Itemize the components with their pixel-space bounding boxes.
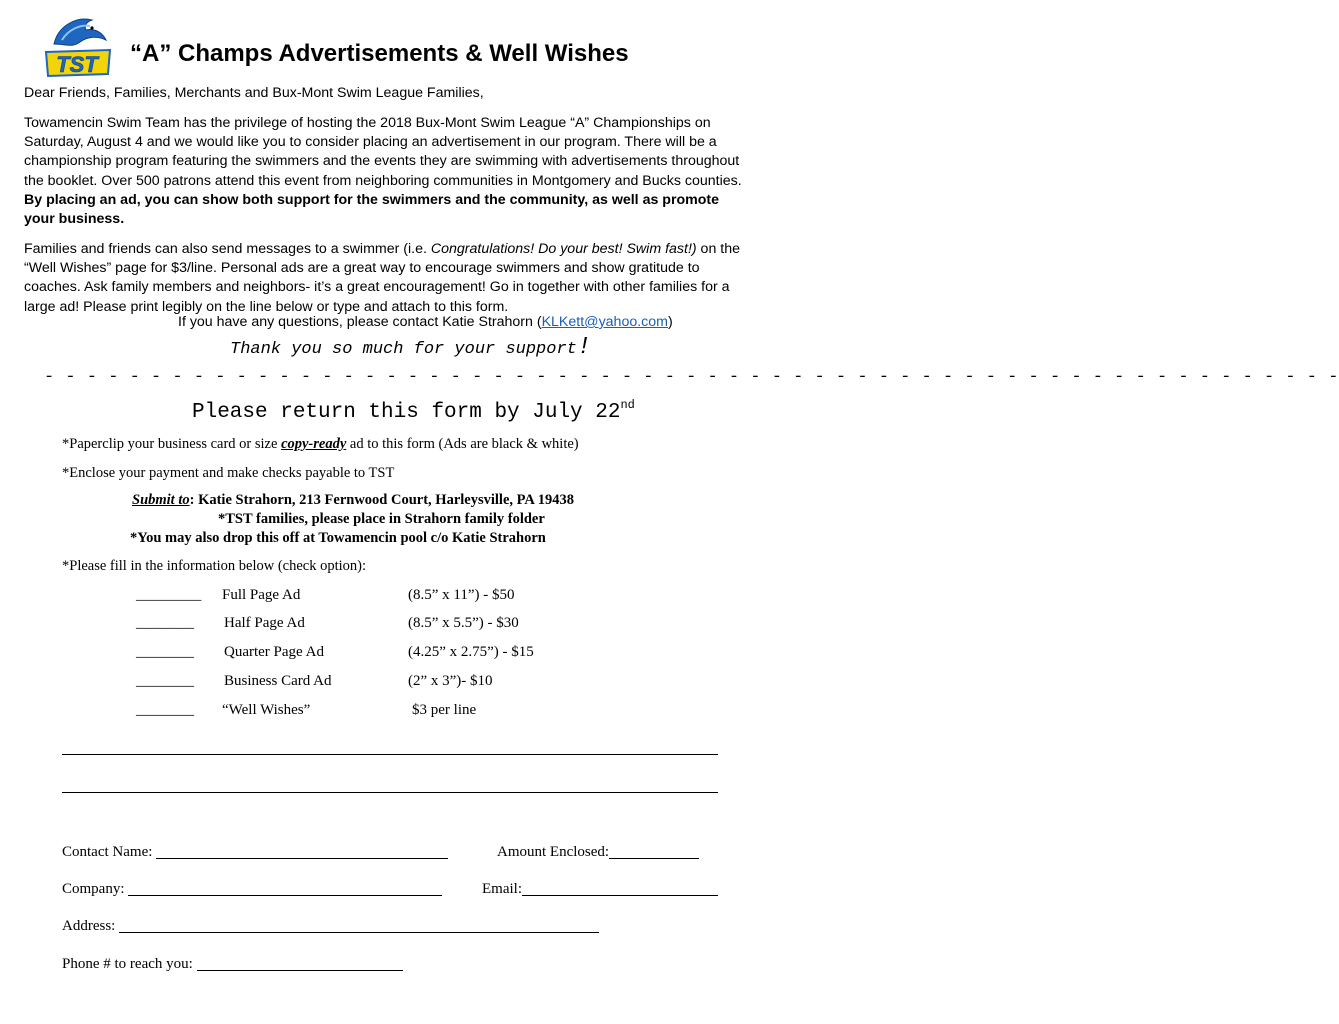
submit-label: Submit to [132,492,190,508]
contact-name-label: Contact Name: [62,844,153,860]
well-wishes-example: Congratulations! Do your best! Swim fast!) [430,241,697,257]
intro-text: Towamencin Swim Team has the privilege of hosting the 2018 Bux-Mont Swim League “A” Championships on Saturday, August 4 and we would like you to consider placing an advertisement in our program. There will be a championship program featuring the swimmers and the events they are swimming with advertisements throughout the booklet. Over 500 patrons attend this event from neighboring communities in Montgomery and Bucks counties. [24,115,742,189]
cut-line: - - - - - - - - - - - - - - - - - - - - - - - - - - - - - - - - - - - - - - - - - - - - - - - - - - - - - - - - - - - - - [44,368,1339,387]
email-field [482,881,718,898]
greeting: Dear Friends, Families, Merchants and Bux-Mont Swim League Families, [24,85,484,101]
submit-address [132,492,574,509]
message-line-1[interactable] [62,754,718,755]
return-sup: nd [620,398,635,412]
team-logo [40,14,114,78]
full-page-price: (8.5” x 11”) - $50 [408,587,515,603]
address-input[interactable] [119,918,599,933]
address-field [62,918,599,935]
paperclip-instruction [62,436,579,453]
payment-instruction: *Enclose your payment and make checks payable to TST [62,465,395,481]
questions-close: ) [667,314,673,330]
half-page-checkbox[interactable]: ________ [136,615,194,631]
amount-field [497,844,699,861]
email-input[interactable] [522,881,718,896]
company-input[interactable] [128,881,442,896]
intro-bold-text: By placing an ad, you can show both support for the swimmers and the community, as well as promote your business. [24,191,720,228]
contact-email-link[interactable]: KLKett@yahoo.com [541,314,668,330]
thank-you-text: Thank you so much for your support [230,340,577,359]
questions-text: If you have any questions, please contact Katie Strahorn ( [178,314,542,330]
paperclip-text-b: ad to this form (Ads are black & white) [346,436,579,452]
return-text: Please return this form by July 22 [192,401,621,424]
phone-label: Phone # to reach you: [62,956,193,972]
thank-you-bang: ! [576,334,592,361]
contact-name-field [62,844,448,861]
questions-line [178,314,673,330]
full-page-checkbox[interactable]: _________ [136,587,202,603]
tst-families-note: *TST families, please place in Strahorn family folder [218,511,545,527]
business-card-price: (2” x 3”)- $10 [408,673,493,689]
thank-you-note [230,334,591,361]
company-field [62,881,442,898]
full-page-label: Full Page Ad [222,587,301,603]
page-title: “A” Champs Advertisements & Well Wishes [130,40,629,67]
quarter-page-label: Quarter Page Ad [224,644,324,660]
well-wishes-label: “Well Wishes” [222,702,311,718]
amount-label: Amount Enclosed: [497,844,610,860]
copy-ready-text: copy-ready [281,436,347,452]
well-wishes-paragraph [24,240,746,317]
intro-paragraph [24,114,746,229]
paperclip-text-a: *Paperclip your business card or size [62,436,282,452]
quarter-page-price: (4.25” x 2.75”) - $15 [408,644,534,660]
return-deadline [192,398,635,424]
message-line-2[interactable] [62,792,718,793]
well-wishes-text-a: Families and friends can also send messages to a swimmer (i.e. [24,241,431,257]
phone-field [62,956,403,973]
logo-text: TST [56,52,98,77]
contact-name-input[interactable] [156,844,448,859]
business-card-checkbox[interactable]: ________ [136,673,194,689]
quarter-page-checkbox[interactable]: ________ [136,644,194,660]
dolphin-logo-icon [40,14,114,78]
well-wishes-text-b: on the “Well Wishes” page for $3/line. Personal ads are a great way to encourage swimmers and show gratitude to coaches. Ask family members and neighbors- it’s a great encouragement! Go in together with other families for a large ad! Please print legibly on the line below or type and attach to this form. [24,241,740,315]
company-label: Company: [62,881,125,897]
submit-address-text: : Katie Strahorn, 213 Fernwood Court, Harleysville, PA 19438 [189,492,574,508]
half-page-label: Half Page Ad [224,615,305,631]
fill-in-instruction: *Please fill in the information below (check option): [62,558,367,574]
amount-input[interactable] [609,844,699,859]
phone-input[interactable] [197,956,403,971]
half-page-price: (8.5” x 5.5”) - $30 [408,615,519,631]
drop-off-note: *You may also drop this off at Towamencin pool c/o Katie Strahorn [130,530,546,546]
email-label: Email: [482,881,522,897]
well-wishes-checkbox[interactable]: ________ [136,702,194,718]
well-wishes-price: $3 per line [412,702,477,718]
address-label: Address: [62,918,116,934]
business-card-label: Business Card Ad [224,673,332,689]
